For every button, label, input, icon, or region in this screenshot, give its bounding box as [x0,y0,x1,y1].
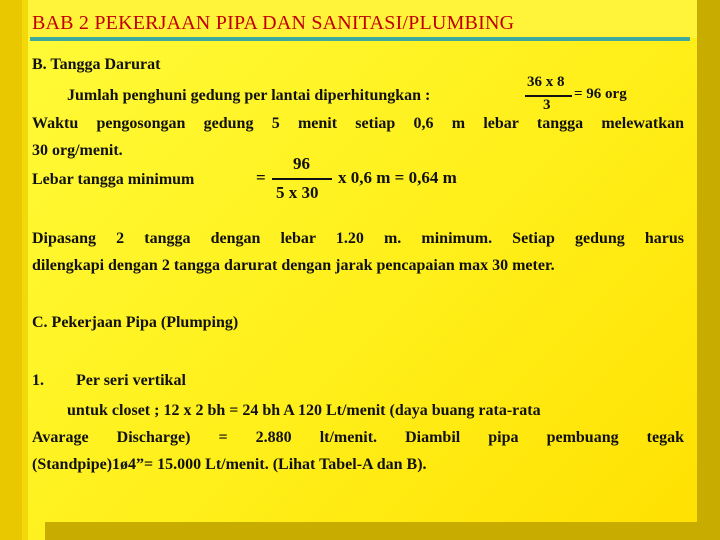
fraction1-result: = 96 org [574,86,627,102]
right-shadow [697,0,720,540]
slide-title: BAB 2 PEKERJAAN PIPA DAN SANITASI/PLUMBING [32,12,515,34]
stair-install-line1: Dipasang 2 tangga dengan lebar 1.20 m. minimum. Setiap gedung harus [32,230,684,247]
fraction1-denominator: 3 [543,97,551,113]
fraction1-numerator: 36 x 8 [527,74,565,90]
stair-install-line2: dilengkapi dengan 2 tangga darurat dengan jarak pencapaian max 30 meter. [32,257,555,274]
fraction2-bar [272,178,332,180]
fraction2-numerator: 96 [293,154,310,173]
left-stripe [0,0,22,540]
closet-line3: (Standpipe)1ø4”= 15.000 Lt/menit. (Lihat Tabel-A dan B). [32,456,427,473]
title-underline [30,37,690,41]
bottom-shadow [45,522,720,540]
evacuation-rate-line: 30 org/menit. [32,142,123,159]
section-c-heading: C. Pekerjaan Pipa (Plumping) [32,314,239,331]
closet-line1: untuk closet ; 12 x 2 bh = 24 bh A 120 Lt/menit (daya buang rata-rata [67,402,541,419]
section-b-heading: B. Tangga Darurat [32,56,161,73]
occupancy-line-label: Jumlah penghuni gedung per lantai diperhitungkan : [67,87,431,104]
min-stair-width-label: Lebar tangga minimum [32,171,195,188]
item-number: 1. [32,372,44,389]
closet-line2: Avarage Discharge) = 2.880 lt/menit. Diambil pipa pembuang tegak [32,429,684,446]
equals-sign: = [256,168,266,187]
evacuation-time-line: Waktu pengosongan gedung 5 menit setiap 0,6 m lebar tangga melewatkan [32,115,684,132]
fraction2-denominator: 5 x 30 [276,183,319,202]
item-title: Per seri vertikal [76,372,186,389]
fraction2-result: x 0,6 m = 0,64 m [338,168,457,187]
left-stripe-inner [22,0,28,540]
